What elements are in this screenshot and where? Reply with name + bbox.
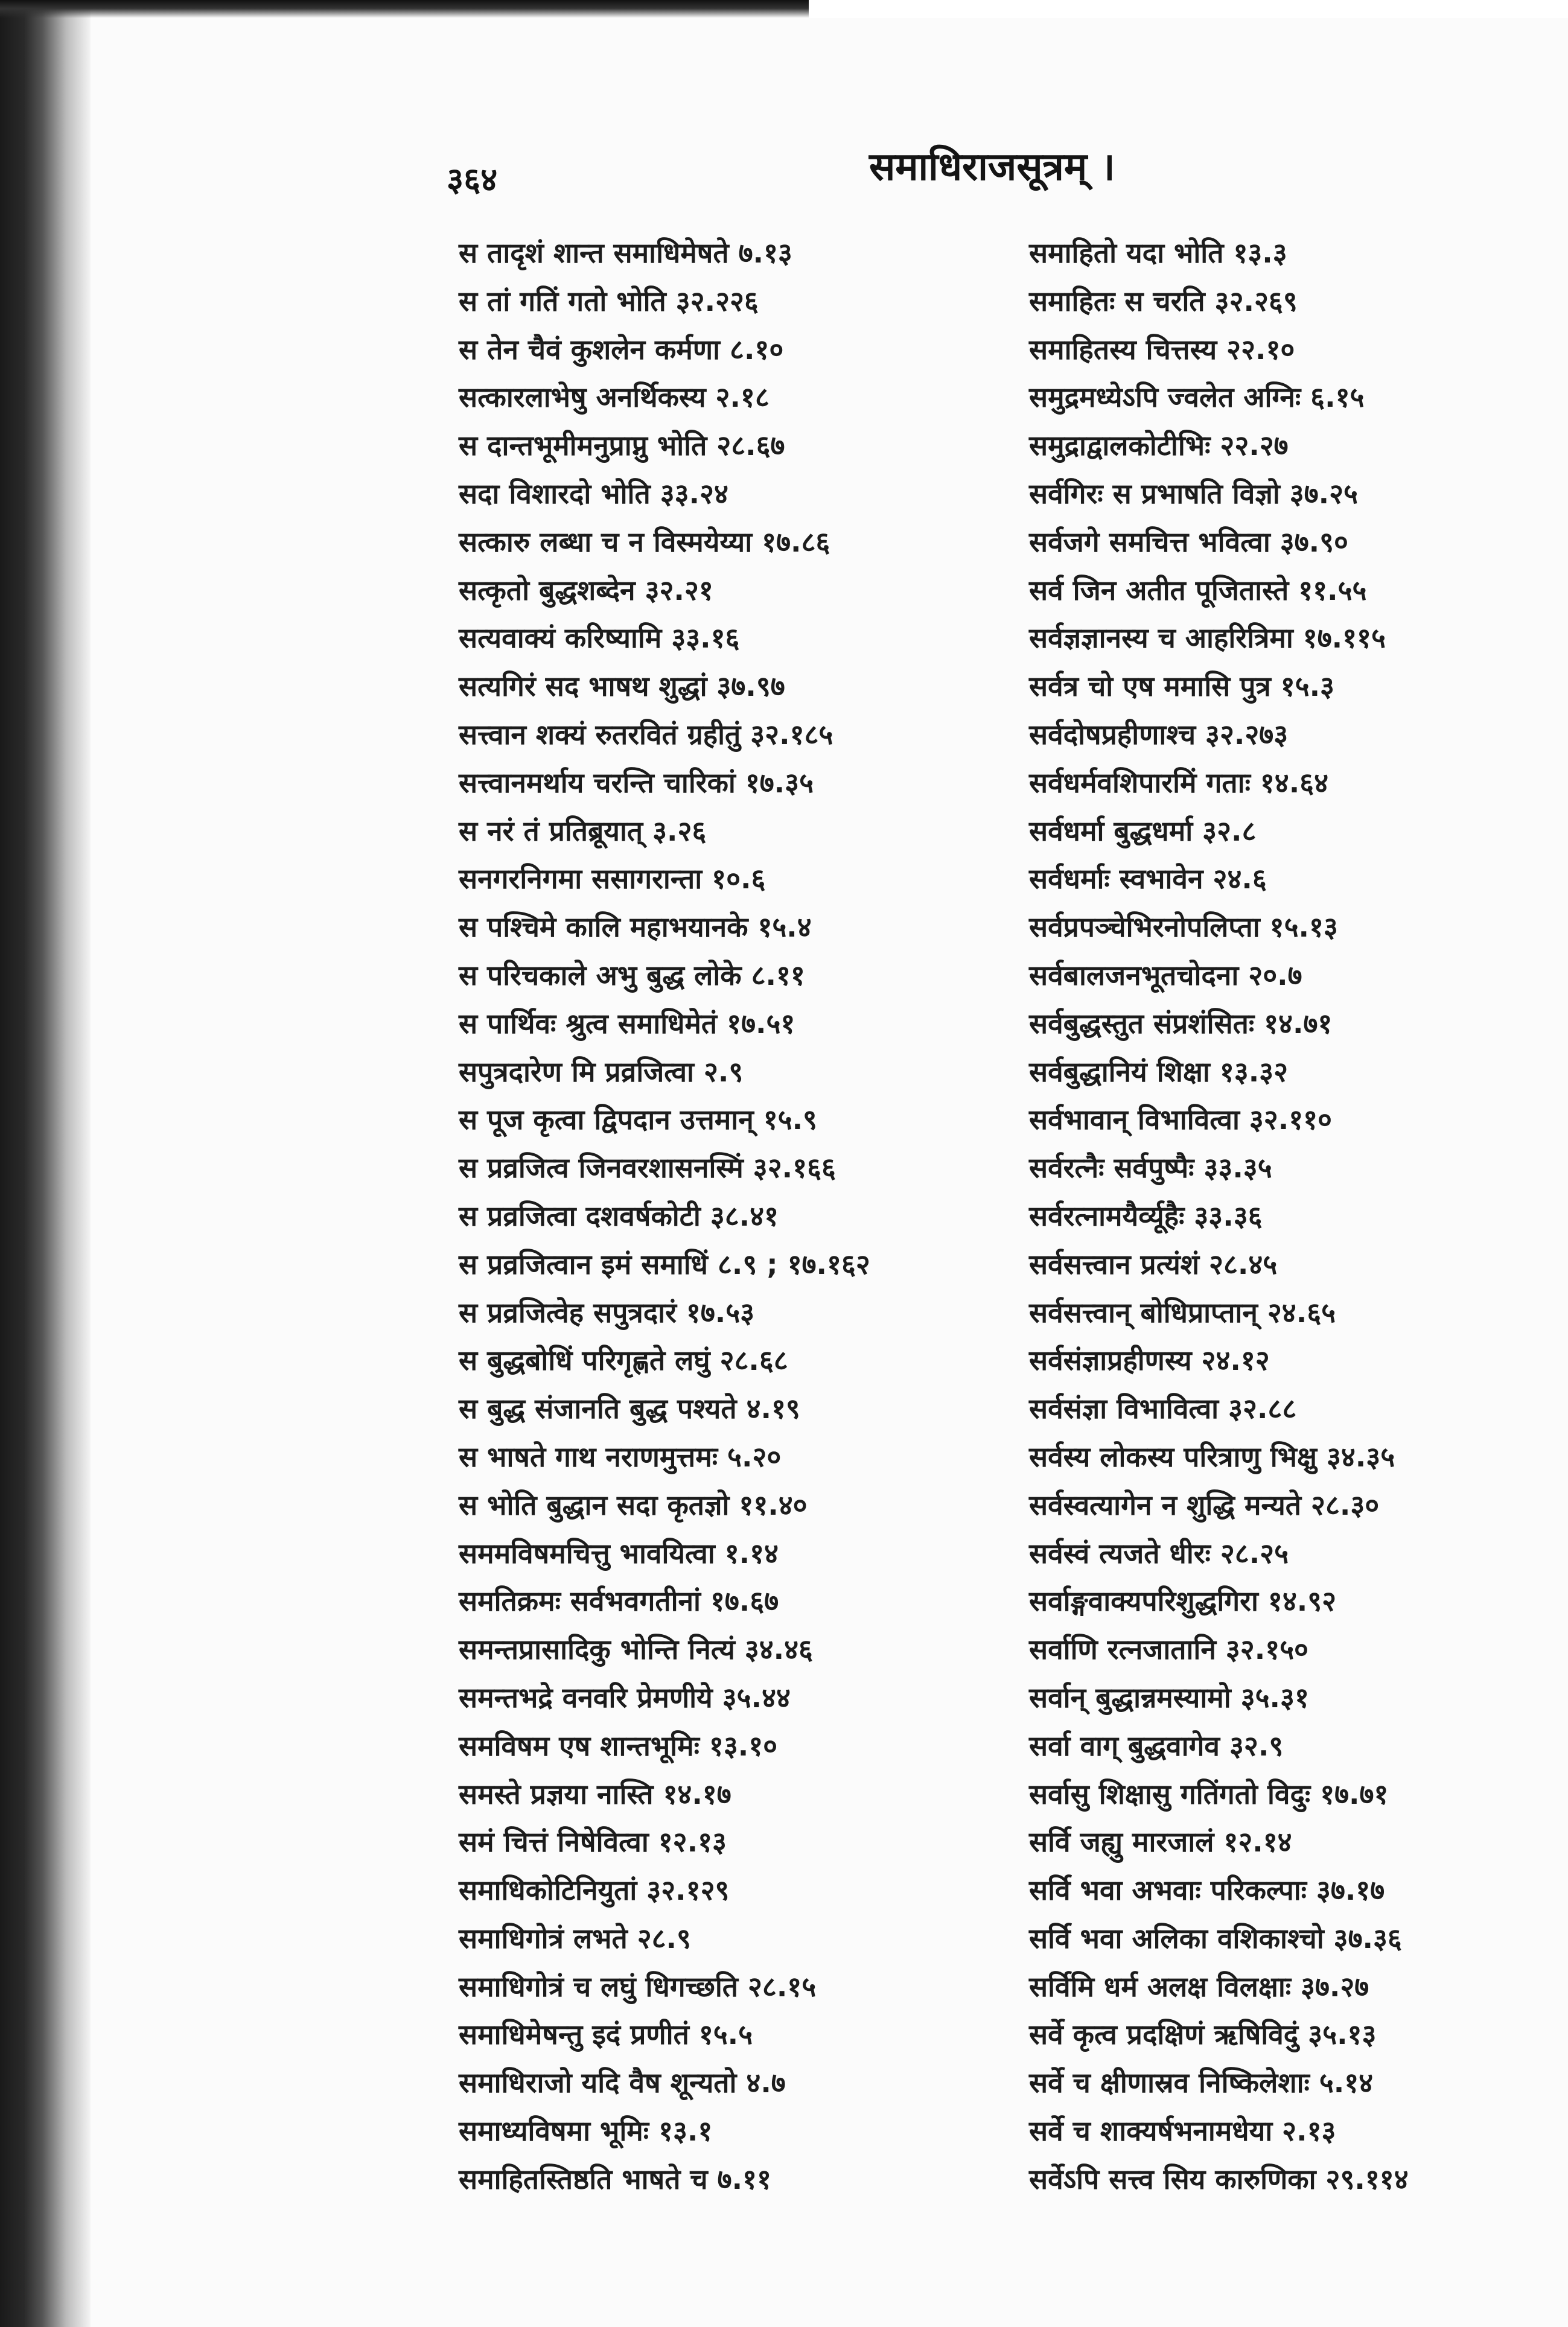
index-entry: समाधिगोत्रं लभते २८.९: [459, 1921, 691, 1955]
index-entry: स परिचकाले अभु बुद्ध लोके ८.११: [459, 958, 805, 992]
index-entry: स नरं तं प्रतिब्रूयात् ३.२६: [459, 814, 707, 847]
index-entry: सर्वरत्नैः सर्वपुष्पैः ३३.३५: [1029, 1151, 1272, 1185]
index-entry: स बुद्धबोधिं परिगृह्णते लघुं २८.६८: [459, 1344, 788, 1377]
index-entry: स भोति बुद्धान सदा कृतज्ञो ११.४०: [459, 1488, 808, 1521]
index-entry: समाधिगोत्रं च लघुं धिगच्छति २८.१५: [459, 1970, 817, 2003]
index-entry: सर्वसंज्ञाप्रहीणस्य २४.१२: [1029, 1344, 1270, 1377]
index-entry: सर्वस्य लोकस्य परित्राणु भिक्षु ३४.३५: [1029, 1440, 1395, 1473]
index-entry: सत्कारलाभेषु अनर्थिकस्य २.१८: [459, 381, 770, 414]
index-entry: सर्वरत्नामयैर्व्यूहैः ३३.३६: [1029, 1199, 1263, 1232]
index-entry: सर्वे च क्षीणास्रव निष्किलेशाः ५.१४: [1029, 2066, 1374, 2099]
right-index-column: [1029, 229, 1568, 2204]
index-entry: स प्रव्रजित्वा दशवर्षकोटी ३८.४१: [459, 1199, 779, 1232]
index-entry: समविषम एष शान्तभूमिः १३.१०: [459, 1729, 778, 1762]
index-entry: सर्वस्वत्यागेन न शुद्धि मन्यते २८.३०: [1029, 1488, 1380, 1521]
index-entry: सत्त्वानमर्थाय चरन्ति चारिकां १७.३५: [459, 766, 814, 799]
index-entry: स तादृशं शान्त समाधिमेषते ७.१३: [459, 237, 792, 269]
index-entry: सर्वबालजनभूतचोदना २०.७: [1029, 958, 1302, 992]
index-entry: समस्ते प्रज्ञया नास्ति १४.१७: [459, 1777, 731, 1810]
index-entry: समुद्रमध्येऽपि ज्वलेत अग्निः ६.१५: [1029, 381, 1365, 414]
page-number: ३६४: [447, 161, 498, 199]
index-entry: सर्वेऽपि सत्त्व सिय कारुणिका २९.११४: [1029, 2162, 1409, 2195]
index-entry: समाधिकोटिनियुतां ३२.१२९: [459, 1874, 730, 1907]
index-entry: स पश्चिमे कालि महाभयानके १५.४: [459, 911, 812, 944]
index-entry: सर्वाणि रत्नजातानि ३२.१५०: [1029, 1633, 1308, 1666]
index-entry: सर्वान् बुद्धान्नमस्यामो ३५.३१: [1029, 1681, 1309, 1714]
index-entry: सर्वधर्माः स्वभावेन २४.६: [1029, 862, 1267, 896]
index-entry: समं चित्तं निषेवित्वा १२.१३: [459, 1826, 727, 1859]
index-entry: समाहितस्य चित्तस्य २२.१०: [1029, 333, 1295, 366]
index-entry: समाहितः स चरति ३२.२६९: [1029, 284, 1298, 317]
index-entry: सर्वधर्मा बुद्धधर्मा ३२.८: [1029, 814, 1257, 847]
index-entry: समाधिमेषन्तु इदं प्रणीतं १५.५: [459, 2018, 753, 2051]
index-entry: स दान्तभूमीमनुप्राप्नु भोति २८.६७: [459, 429, 785, 462]
index-entry: स पूज कृत्वा द्विपदान उत्तमान् १५.९: [459, 1103, 817, 1136]
index-entry: सर्वभावान् विभावित्वा ३२.११०: [1029, 1103, 1332, 1136]
scanned-page: [91, 18, 1568, 2327]
index-entry: सत्यगिरं सद भाषथ शुद्धां ३७.९७: [459, 670, 785, 703]
index-entry: समाधिराजो यदि वैष शून्यतो ४.७: [459, 2066, 786, 2099]
top-edge-shadow: [0, 0, 809, 18]
index-entry: समन्तभद्रे वनवरि प्रेमणीये ३५.४४: [459, 1681, 791, 1714]
index-entry: सदा विशारदो भोति ३३.२४: [459, 477, 728, 510]
index-entry: समतिक्रमः सर्वभवगतीनां १७.६७: [459, 1585, 779, 1618]
index-entry: सर्वि जह्यु मारजालं १२.१४: [1029, 1826, 1292, 1859]
index-entry: सर्वसंज्ञा विभावित्वा ३२.८८: [1029, 1392, 1297, 1425]
index-entry: सर्वजगे समचित्त भवित्वा ३७.९०: [1029, 525, 1348, 558]
index-entry: सर्वासु शिक्षासु गतिंगतो विदुः १७.७१: [1029, 1777, 1389, 1810]
index-entry: सर्वा वाग् बुद्धवागेव ३२.९: [1029, 1729, 1284, 1762]
index-entry: सर्वि भवा अभवाः परिकल्पाः ३७.१७: [1029, 1874, 1385, 1907]
index-entry: सर्वसत्त्वान् बोधिप्राप्तान् २४.६५: [1029, 1296, 1336, 1329]
index-entry: सर्वसत्त्वान प्रत्यंशं २८.४५: [1029, 1247, 1278, 1281]
index-entry: सनगरनिगमा ससागरान्ता १०.६: [459, 862, 766, 896]
index-entry: सर्वबुद्धस्तुत संप्रशंसितः १४.७१: [1029, 1007, 1333, 1040]
index-entry: सर्वगिरः स प्रभाषति विज्ञो ३७.२५: [1029, 477, 1358, 510]
index-entry: सममविषमचित्तु भावयित्वा १.१४: [459, 1536, 779, 1570]
index-entry: सर्वप्रपञ्चेभिरनोपलिप्ता १५.१३: [1029, 911, 1338, 944]
index-entry: सर्वधर्मवशिपारमिं गताः १४.६४: [1029, 766, 1329, 799]
index-entry: सर्वत्र चो एष ममासि पुत्र १५.३: [1029, 670, 1334, 703]
index-entry: समाध्यविषमा भूमिः १३.१: [459, 2115, 713, 2148]
index-entry: स तां गतिं गतो भोति ३२.२२६: [459, 284, 759, 317]
index-entry: सत्कृतो बुद्धशब्देन ३२.२१: [459, 573, 713, 606]
index-entry: सर्व जिन अतीत पूजितास्ते ११.५५: [1029, 573, 1367, 606]
index-entry: सर्वि भवा अलिका वशिकाश्चो ३७.३६: [1029, 1921, 1402, 1955]
index-entry: सत्यवाक्यं करिष्यामि ३३.१६: [459, 622, 740, 655]
index-entry: स प्रव्रजित्वेह सपुत्रदारं १७.५३: [459, 1296, 755, 1329]
index-entry: स बुद्ध संजानति बुद्ध पश्यते ४.१९: [459, 1392, 800, 1425]
index-entry: सर्वे कृत्व प्रदक्षिणं ऋषिविदुं ३५.१३: [1029, 2018, 1377, 2051]
index-entry: सत्कारु लब्धा च न विस्मयेय्या १७.८६: [459, 525, 830, 558]
index-entry: सर्विमि धर्म अलक्ष विलक्षाः ३७.२७: [1029, 1970, 1369, 2003]
index-entry: सत्त्वान शक्यं रुतरवितं ग्रहीतुं ३२.१८५: [459, 718, 833, 751]
index-entry: सर्वदोषप्रहीणाश्च ३२.२७३: [1029, 718, 1289, 751]
index-entry: सपुत्रदारेण मि प्रव्रजित्वा २.९: [459, 1055, 744, 1088]
index-entry: सर्वे च शाक्यर्षभनामधेया २.१३: [1029, 2115, 1336, 2148]
left-index-column: [459, 229, 1014, 2204]
index-entry: समाहितो यदा भोति १३.३: [1029, 237, 1287, 269]
running-head: समाधिराजसूत्रम् ।: [869, 145, 1115, 189]
index-entry: स पार्थिवः श्रुत्व समाधिमेतं १७.५१: [459, 1007, 795, 1040]
index-entry: स भाषते गाथ नराणमुत्तमः ५.२०: [459, 1440, 782, 1473]
index-entry: सर्वबुद्धानियं शिक्षा १३.३२: [1029, 1055, 1289, 1088]
index-entry: सर्वज्ञज्ञानस्य च आहरित्रिमा १७.११५: [1029, 622, 1386, 655]
index-entry: स तेन चैवं कुशलेन कर्मणा ८.१०: [459, 333, 784, 366]
index-entry: समुद्राद्वालकोटीभिः २२.२७: [1029, 429, 1289, 462]
index-entry: सर्वाङ्गवाक्यपरिशुद्धगिरा १४.९२: [1029, 1585, 1337, 1618]
index-entry: समन्तप्रासादिकु भोन्ति नित्यं ३४.४६: [459, 1633, 813, 1666]
book-gutter-shadow: [0, 0, 91, 2327]
index-entry: स प्रव्रजित्व जिनवरशासनस्मिं ३२.१६६: [459, 1151, 836, 1185]
index-entry: सर्वस्वं त्यजते धीरः २८.२५: [1029, 1536, 1289, 1570]
index-entry: समाहितस्तिष्ठति भाषते च ७.११: [459, 2162, 771, 2195]
index-entry: स प्रव्रजित्वान इमं समाधिं ८.९ ; १७.१६२: [459, 1247, 870, 1281]
